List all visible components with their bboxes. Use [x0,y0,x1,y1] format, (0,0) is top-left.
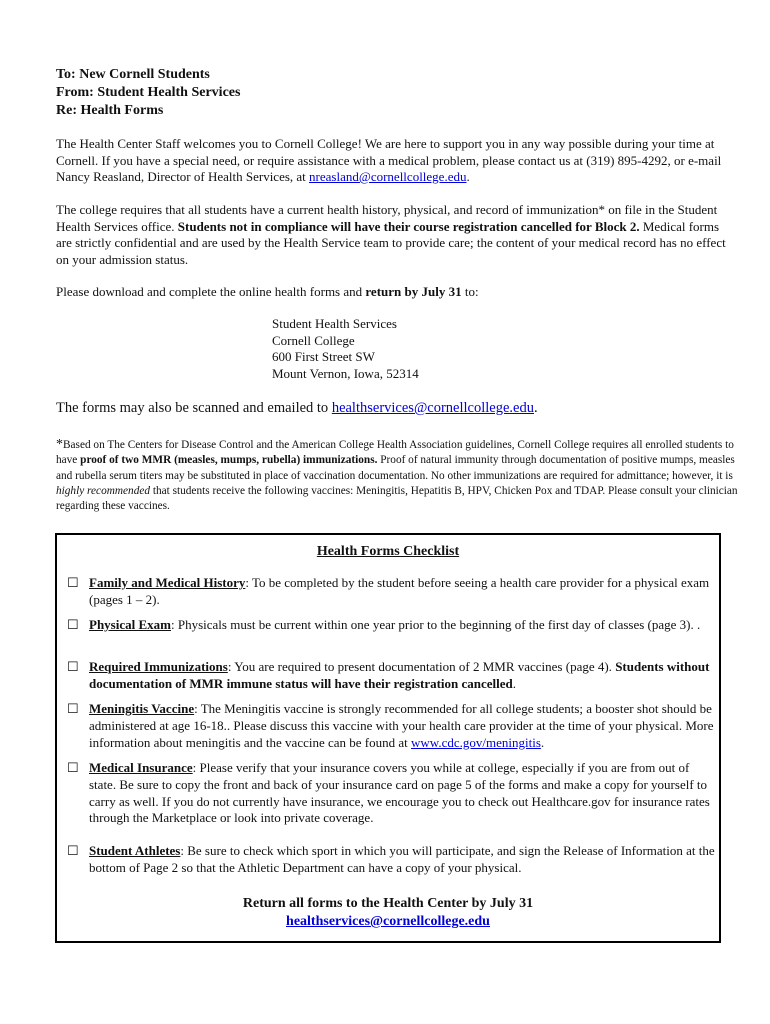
item-name: Student Athletes [89,843,181,858]
scan-text: The forms may also be scanned and emailed to [56,400,332,416]
intro-paragraph [56,136,736,186]
return-deadline: return by July 31 [365,284,462,299]
checklist-item-athletes [67,843,715,877]
checklist-item-insurance [67,760,715,827]
checklist-item-meningitis [67,701,715,751]
download-paragraph [56,284,736,301]
item-text: : You are required to present documentation of 2 MMR vaccines (page 4). [227,659,616,674]
item-warning: Students without documentation of MMR immune status will have their registration cancelled [89,659,710,691]
memo-header [56,66,240,120]
item-name: Medical Insurance [89,760,193,775]
download-end: to: [461,284,479,299]
checkbox-icon[interactable]: ☐ [67,701,79,716]
immunization-footnote [56,437,740,514]
item-name: Family and Medical History [89,575,246,590]
requirement-rest: Medical forms are strictly confidential and are used by the Health Service team to provide care; the content of your medical record has no effect on your admission status. [56,218,726,267]
scan-email-line [56,399,538,417]
checkbox-icon[interactable]: ☐ [67,575,79,590]
scan-end: . [533,400,538,416]
footnote-text-2: Proof of natural immunity through documentation of positive mumps, measles and rubella serum titers may be substituted in place of vaccination documentation. No other immunizations are required for admittance; however, it is [56,454,735,482]
memo-re: Re: Health Forms [56,103,164,118]
item-text: : The Meningitis vaccine is strongly recommended for all college students; a booster shot should be administered at age 16-18.. Please discuss this vaccine with your health care provider at the time of your physical. More information about meningitis and the vaccine can be found at [89,701,714,750]
compliance-warning: Students not in compliance will have their course registration cancelled for Block 2. [177,218,640,234]
item-name: Physical Exam [89,617,171,632]
checkbox-icon[interactable]: ☐ [67,843,79,858]
checkbox-icon[interactable]: ☐ [67,760,79,775]
memo-from: From: Student Health Services [56,85,241,100]
item-name: Required Immunizations [89,659,228,674]
memo-to: To: New Cornell Students [56,67,210,82]
intro-end: . [466,169,470,184]
intro-text: The Health Center Staff welcomes you to Cornell College! We are here to support you in any way possible during your time at Cornell. If you have a special need, or require assistance with a medical problem, please contact us at (319) 895-4292, or e-mail Nancy Reasland, Director of Health Services, at [56,136,722,184]
item-text: : Be sure to check which sport in which you will participate, and sign the Release of Information at the bottom of Page 2 so that the Athletic Department can have a copy of your physical. [89,843,715,875]
checkbox-icon[interactable]: ☐ [67,617,79,632]
address-line-1: Student Health Services [272,316,397,331]
item-text: : Physicals must be current within one year prior to the beginning of the first day of classes (page 3). . [170,617,701,632]
footnote-text-3: that students receive the following vaccines: Meningitis, Hepatitis B, HPV, Chicken Pox and TDAP. Please consult your clinician regarding these vaccines. [56,484,738,513]
footnote-emphasis: highly recommended [56,484,151,497]
item-text: : Please verify that your insurance covers you while at college, especially if you are from out of state. Be sure to copy the front and back of your insurance card on page 5 of the forms and make a copy for yourself to carry as well. If you do not currently have insurance, we encourage you to check out Healthcare.gov for insurance rates through the Marketplace or look into private coverage. [89,760,710,826]
item-name: Meningitis Vaccine [89,701,195,716]
footnote-asterisk: * [56,437,63,452]
checklist-footer [57,895,719,931]
health-forms-checklist [55,533,721,943]
address-line-2: Cornell College [272,332,355,348]
checklist-item-family-history [67,575,715,609]
item-end: . [540,734,545,750]
download-text: Please download and complete the online health forms and [56,284,366,299]
return-forms-line: Return all forms to the Health Center by July 31 [242,896,534,911]
checklist-title: Health Forms Checklist [316,544,460,559]
item-end: . [512,675,517,691]
requirement-text: The college requires that all students have a current health history, physical, and record of immunization* on file in the Student Health Services office. [56,202,718,234]
cdc-meningitis-link[interactable]: www.cdc.gov/meningitis [411,734,541,750]
footer-email-link[interactable]: healthservices@cornellcollege.edu [286,914,490,929]
checkbox-icon[interactable]: ☐ [67,659,79,674]
checklist-item-immunizations [67,659,715,693]
footnote-text-1: Based on The Centers for Disease Control and the American College Health Association guidelines, Cornell College requires all enrolled students to have [56,439,734,467]
address-line-3: 600 First Street SW [272,349,375,364]
requirement-paragraph [56,202,736,268]
address-line-4: Mount Vernon, Iowa, 52314 [272,365,419,381]
healthservices-email-link[interactable]: healthservices@cornellcollege.edu [331,400,534,416]
footnote-mmr-requirement: proof of two MMR (measles, mumps, rubella) immunizations. [80,454,378,467]
checklist-item-physical-exam [67,617,715,634]
mailing-address [272,316,419,382]
director-email-link[interactable]: nreasland@cornellcollege.edu [309,169,467,184]
item-text: : To be completed by the student before seeing a health care provider for a physical exam (pages 1 – 2). [89,575,710,607]
